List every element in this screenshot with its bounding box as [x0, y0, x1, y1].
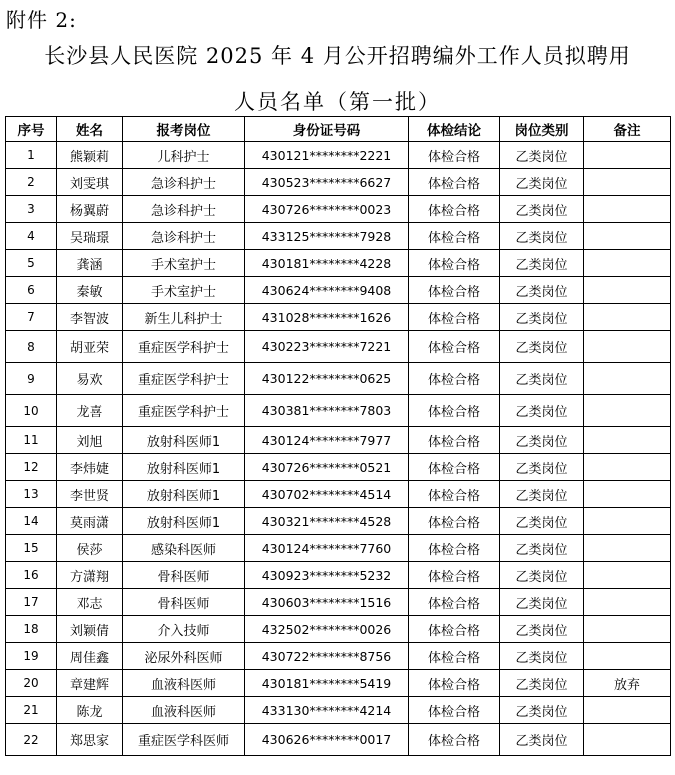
cell-no: 20: [6, 670, 57, 697]
table-row: [6, 616, 671, 643]
table-row: [6, 697, 671, 724]
cell-post: 放射科医师1: [123, 508, 245, 535]
table-row: [6, 589, 671, 616]
cell-no: 5: [6, 250, 57, 277]
cell-result: 体检合格: [409, 304, 500, 331]
cell-result: 体检合格: [409, 616, 500, 643]
document-title-line1: 长沙县人民医院 2025 年 4 月公开招聘编外工作人员拟聘用: [44, 44, 631, 68]
cell-note: [584, 481, 671, 508]
cell-result: 体检合格: [409, 277, 500, 304]
cell-post: 儿科护士: [123, 142, 245, 169]
cell-name: 郑思家: [57, 724, 123, 756]
cell-result: 体检合格: [409, 589, 500, 616]
cell-id-number: 430181********5419: [245, 670, 409, 697]
cell-category: 乙类岗位: [500, 670, 584, 697]
cell-name: 李智波: [57, 304, 123, 331]
cell-id-number: 430603********1516: [245, 589, 409, 616]
cell-no: 2: [6, 169, 57, 196]
cell-post: 重症医学科护士: [123, 331, 245, 363]
header-post: 报考岗位: [123, 117, 245, 142]
header-name: 姓名: [57, 117, 123, 142]
cell-post: 重症医学科护士: [123, 395, 245, 427]
cell-post: 介入技师: [123, 616, 245, 643]
cell-category: 乙类岗位: [500, 454, 584, 481]
cell-id-number: 430923********5232: [245, 562, 409, 589]
cell-no: 17: [6, 589, 57, 616]
table-row: [6, 331, 671, 363]
cell-note: [584, 535, 671, 562]
cell-result: 体检合格: [409, 724, 500, 756]
cell-category: 乙类岗位: [500, 304, 584, 331]
cell-note: [584, 643, 671, 670]
cell-name: 杨翼蔚: [57, 196, 123, 223]
cell-name: 龙喜: [57, 395, 123, 427]
cell-no: 7: [6, 304, 57, 331]
cell-id-number: 430181********4228: [245, 250, 409, 277]
cell-no: 1: [6, 142, 57, 169]
cell-id-number: 430702********4514: [245, 481, 409, 508]
cell-post: 重症医学科护士: [123, 363, 245, 395]
table-row: [6, 223, 671, 250]
cell-post: 急诊科护士: [123, 196, 245, 223]
cell-name: 刘旭: [57, 427, 123, 454]
cell-note: [584, 250, 671, 277]
cell-result: 体检合格: [409, 697, 500, 724]
cell-note: [584, 454, 671, 481]
cell-name: 陈龙: [57, 697, 123, 724]
cell-post: 放射科医师1: [123, 481, 245, 508]
cell-category: 乙类岗位: [500, 331, 584, 363]
header-no: 序号: [6, 117, 57, 142]
cell-result: 体检合格: [409, 142, 500, 169]
cell-post: 重症医学科医师: [123, 724, 245, 756]
header-result: 体检结论: [409, 117, 500, 142]
table-row: [6, 643, 671, 670]
cell-note: [584, 724, 671, 756]
cell-id-number: 430124********7760: [245, 535, 409, 562]
cell-note: [584, 562, 671, 589]
cell-id-number: 430626********0017: [245, 724, 409, 756]
cell-category: 乙类岗位: [500, 535, 584, 562]
cell-category: 乙类岗位: [500, 562, 584, 589]
cell-result: 体检合格: [409, 196, 500, 223]
cell-post: 急诊科护士: [123, 223, 245, 250]
table-row: [6, 277, 671, 304]
cell-result: 体检合格: [409, 169, 500, 196]
cell-id-number: 430523********6627: [245, 169, 409, 196]
cell-name: 莫雨潇: [57, 508, 123, 535]
cell-category: 乙类岗位: [500, 223, 584, 250]
cell-note: [584, 363, 671, 395]
cell-no: 3: [6, 196, 57, 223]
cell-name: 章建辉: [57, 670, 123, 697]
cell-no: 22: [6, 724, 57, 756]
cell-no: 9: [6, 363, 57, 395]
table-row: [6, 304, 671, 331]
cell-note: [584, 616, 671, 643]
cell-result: 体检合格: [409, 454, 500, 481]
table-row: [6, 562, 671, 589]
cell-result: 体检合格: [409, 562, 500, 589]
cell-category: 乙类岗位: [500, 363, 584, 395]
cell-id-number: 433130********4214: [245, 697, 409, 724]
cell-result: 体检合格: [409, 363, 500, 395]
cell-name: 龚涵: [57, 250, 123, 277]
cell-note: [584, 223, 671, 250]
cell-note: 放弃: [584, 670, 671, 697]
table-row: [6, 427, 671, 454]
table-row: [6, 196, 671, 223]
cell-id-number: 430124********7977: [245, 427, 409, 454]
cell-name: 周佳鑫: [57, 643, 123, 670]
cell-note: [584, 697, 671, 724]
cell-no: 10: [6, 395, 57, 427]
cell-category: 乙类岗位: [500, 481, 584, 508]
cell-category: 乙类岗位: [500, 169, 584, 196]
table-row: [6, 454, 671, 481]
cell-category: 乙类岗位: [500, 277, 584, 304]
table-row: [6, 724, 671, 756]
cell-no: 16: [6, 562, 57, 589]
candidate-table: [5, 116, 671, 756]
document-title-line2: 人员名单（第一批）: [234, 90, 441, 114]
cell-name: 熊颖莉: [57, 142, 123, 169]
table-row: [6, 169, 671, 196]
cell-id-number: 430726********0023: [245, 196, 409, 223]
cell-result: 体检合格: [409, 481, 500, 508]
cell-no: 19: [6, 643, 57, 670]
cell-note: [584, 427, 671, 454]
table-row: [6, 142, 671, 169]
table-row: [6, 481, 671, 508]
cell-result: 体检合格: [409, 223, 500, 250]
cell-post: 泌尿外科医师: [123, 643, 245, 670]
cell-name: 吴瑞璟: [57, 223, 123, 250]
cell-name: 刘雯琪: [57, 169, 123, 196]
cell-result: 体检合格: [409, 427, 500, 454]
cell-id-number: 430321********4528: [245, 508, 409, 535]
cell-id-number: 430722********8756: [245, 643, 409, 670]
cell-note: [584, 142, 671, 169]
cell-no: 13: [6, 481, 57, 508]
cell-result: 体检合格: [409, 643, 500, 670]
cell-note: [584, 331, 671, 363]
header-note: 备注: [584, 117, 671, 142]
table-row: [6, 395, 671, 427]
cell-result: 体检合格: [409, 508, 500, 535]
cell-post: 血液科医师: [123, 670, 245, 697]
cell-category: 乙类岗位: [500, 589, 584, 616]
cell-note: [584, 395, 671, 427]
cell-post: 感染科医师: [123, 535, 245, 562]
cell-category: 乙类岗位: [500, 724, 584, 756]
cell-note: [584, 169, 671, 196]
cell-no: 11: [6, 427, 57, 454]
cell-note: [584, 508, 671, 535]
cell-post: 急诊科护士: [123, 169, 245, 196]
table-row: [6, 535, 671, 562]
cell-category: 乙类岗位: [500, 250, 584, 277]
cell-no: 6: [6, 277, 57, 304]
cell-category: 乙类岗位: [500, 427, 584, 454]
cell-category: 乙类岗位: [500, 196, 584, 223]
cell-name: 李炜婕: [57, 454, 123, 481]
cell-category: 乙类岗位: [500, 697, 584, 724]
cell-no: 12: [6, 454, 57, 481]
cell-no: 14: [6, 508, 57, 535]
cell-post: 骨科医师: [123, 589, 245, 616]
cell-post: 放射科医师1: [123, 427, 245, 454]
cell-note: [584, 196, 671, 223]
cell-id-number: 433125********7928: [245, 223, 409, 250]
cell-category: 乙类岗位: [500, 616, 584, 643]
attachment-label: 附件 2:: [6, 8, 77, 32]
cell-note: [584, 277, 671, 304]
cell-result: 体检合格: [409, 535, 500, 562]
cell-id-number: 430726********0521: [245, 454, 409, 481]
cell-id-number: 430121********2221: [245, 142, 409, 169]
cell-name: 侯莎: [57, 535, 123, 562]
header-category: 岗位类别: [500, 117, 584, 142]
cell-note: [584, 304, 671, 331]
cell-no: 8: [6, 331, 57, 363]
cell-post: 骨科医师: [123, 562, 245, 589]
cell-name: 邓志: [57, 589, 123, 616]
cell-id-number: 432502********0026: [245, 616, 409, 643]
cell-post: 新生儿科护士: [123, 304, 245, 331]
cell-post: 手术室护士: [123, 250, 245, 277]
cell-category: 乙类岗位: [500, 508, 584, 535]
cell-no: 21: [6, 697, 57, 724]
cell-id-number: 431028********1626: [245, 304, 409, 331]
cell-name: 胡亚荣: [57, 331, 123, 363]
cell-no: 18: [6, 616, 57, 643]
cell-note: [584, 589, 671, 616]
cell-result: 体检合格: [409, 250, 500, 277]
cell-name: 李世贤: [57, 481, 123, 508]
cell-result: 体检合格: [409, 331, 500, 363]
table-row: [6, 670, 671, 697]
table-row: [6, 363, 671, 395]
cell-category: 乙类岗位: [500, 395, 584, 427]
cell-post: 手术室护士: [123, 277, 245, 304]
cell-no: 15: [6, 535, 57, 562]
cell-id-number: 430381********7803: [245, 395, 409, 427]
cell-category: 乙类岗位: [500, 643, 584, 670]
cell-name: 刘颖倩: [57, 616, 123, 643]
cell-name: 方潇翔: [57, 562, 123, 589]
cell-id-number: 430122********0625: [245, 363, 409, 395]
cell-name: 秦敏: [57, 277, 123, 304]
table-header-row: [6, 117, 671, 142]
cell-category: 乙类岗位: [500, 142, 584, 169]
cell-post: 血液科医师: [123, 697, 245, 724]
cell-name: 易欢: [57, 363, 123, 395]
header-id: 身份证号码: [245, 117, 409, 142]
cell-result: 体检合格: [409, 670, 500, 697]
cell-id-number: 430624********9408: [245, 277, 409, 304]
cell-post: 放射科医师1: [123, 454, 245, 481]
cell-no: 4: [6, 223, 57, 250]
table-row: [6, 250, 671, 277]
cell-result: 体检合格: [409, 395, 500, 427]
cell-id-number: 430223********7221: [245, 331, 409, 363]
table-row: [6, 508, 671, 535]
